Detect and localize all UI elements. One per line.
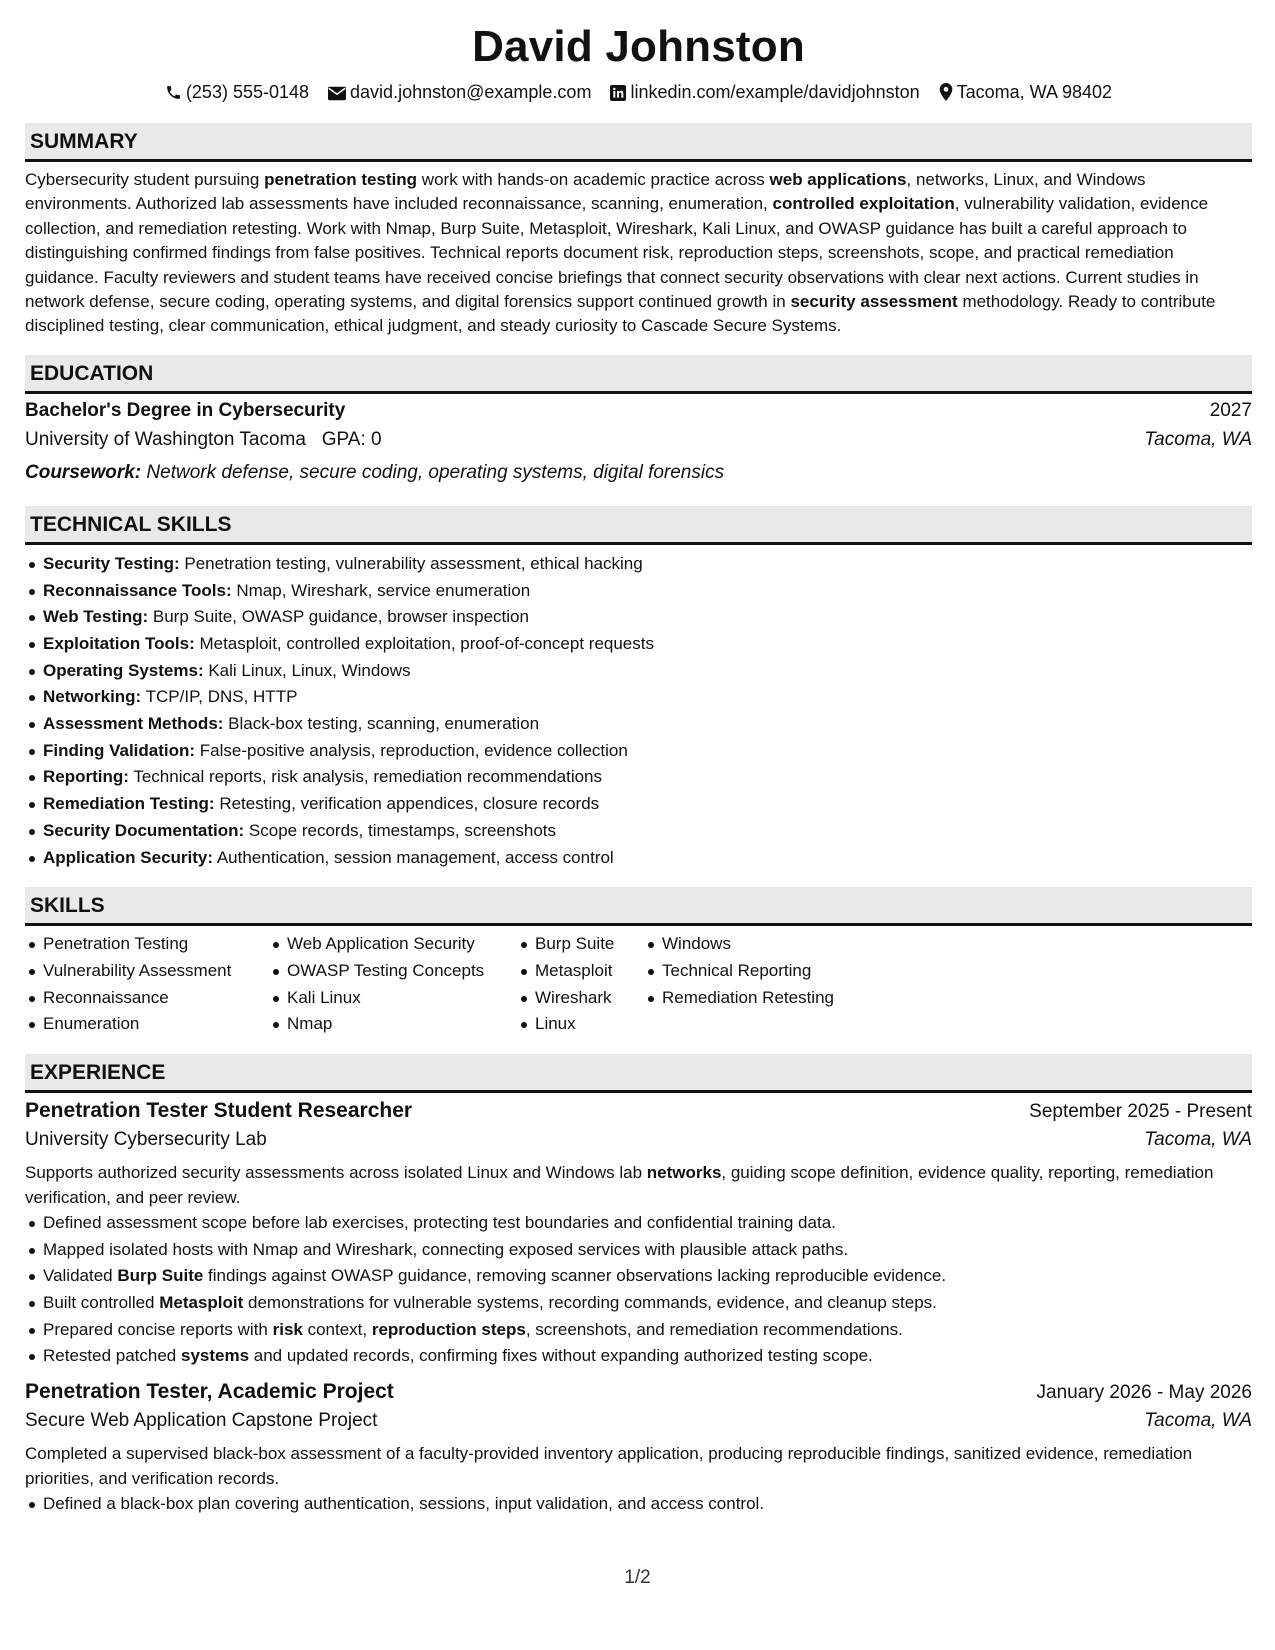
section-heading-summary: SUMMARY bbox=[25, 123, 1252, 162]
phone-icon bbox=[165, 84, 182, 101]
page-number: 1/2 bbox=[624, 1567, 651, 1588]
technical-skill-label: Remediation Testing: bbox=[43, 794, 215, 814]
education-degree-row bbox=[25, 400, 1252, 429]
technical-skill-item bbox=[43, 551, 1252, 578]
education-school-row bbox=[25, 429, 1252, 458]
skill-item: Enumeration bbox=[43, 1011, 269, 1038]
job-bullet-text: Defined assessment scope before lab exercises, protecting test boundaries and confidential training data. bbox=[43, 1212, 836, 1232]
resume-page bbox=[25, 22, 1252, 1518]
job-org-row bbox=[25, 1129, 1252, 1159]
job-bullet-text: and updated records, confirming fixes without expanding authorized testing scope. bbox=[249, 1346, 873, 1366]
job-bullet bbox=[43, 1263, 1252, 1290]
technical-skill-item bbox=[43, 578, 1252, 605]
skills-column bbox=[269, 931, 517, 1038]
technical-skill-label: Finding Validation: bbox=[43, 740, 196, 760]
technical-skill-value: Nmap, Wireshark, service enumeration bbox=[231, 580, 531, 600]
section-heading-experience: EXPERIENCE bbox=[25, 1054, 1252, 1093]
job-bullet-text: Built controlled bbox=[43, 1293, 160, 1313]
summary-bold: security assessment bbox=[790, 292, 958, 312]
contact-line bbox=[25, 81, 1252, 103]
job-bullet-text: Retested patched bbox=[43, 1346, 181, 1366]
technical-skill-item bbox=[43, 791, 1252, 818]
job-description-bold: networks bbox=[646, 1163, 722, 1183]
graduation-year: 2027 bbox=[1209, 399, 1252, 421]
technical-skill-label: Application Security: bbox=[43, 847, 214, 867]
skill-item: Remediation Retesting bbox=[662, 985, 884, 1012]
job-bullet-text: Mapped isolated hosts with Nmap and Wireshark, connecting exposed services with plausible attack paths. bbox=[43, 1239, 849, 1259]
linkedin-icon bbox=[610, 85, 626, 101]
school-location: Tacoma, WA bbox=[1144, 428, 1252, 450]
experience-entry bbox=[25, 1380, 1252, 1518]
experience-list bbox=[25, 1099, 1252, 1518]
technical-skill-value: Technical reports, risk analysis, remediation recommendations bbox=[128, 767, 602, 787]
job-bullet-bold: reproduction steps bbox=[371, 1319, 526, 1339]
technical-skill-item bbox=[43, 684, 1252, 711]
technical-skill-value: Authentication, session management, access control bbox=[213, 847, 614, 867]
candidate-name: David Johnston bbox=[472, 22, 805, 71]
technical-skill-item bbox=[43, 604, 1252, 631]
technical-skill-value: Penetration testing, vulnerability assessment, ethical hacking bbox=[179, 553, 643, 573]
skill-item: Technical Reporting bbox=[662, 958, 884, 985]
contact-location bbox=[939, 81, 1112, 103]
skill-item: Metasploit bbox=[535, 958, 644, 985]
skill-item: OWASP Testing Concepts bbox=[287, 958, 517, 985]
job-bullet-bold: risk bbox=[272, 1319, 303, 1339]
degree-title: Bachelor's Degree in Cybersecurity bbox=[25, 399, 346, 421]
job-bullet bbox=[43, 1317, 1252, 1344]
technical-skill-item bbox=[43, 711, 1252, 738]
skill-item: Web Application Security bbox=[287, 931, 517, 958]
summary-bold: web applications bbox=[769, 170, 907, 189]
summary-text: Cybersecurity student pursuing bbox=[25, 170, 265, 189]
job-header-row bbox=[25, 1099, 1252, 1129]
job-description bbox=[25, 1161, 1252, 1210]
technical-skill-label: Web Testing: bbox=[43, 607, 149, 627]
technical-skill-item bbox=[43, 845, 1252, 872]
gpa: GPA: 0 bbox=[321, 428, 382, 450]
skill-item: Nmap bbox=[287, 1011, 517, 1038]
job-dates: January 2026 - May 2026 bbox=[1036, 1382, 1252, 1404]
job-bullet-text: Defined a black-box plan covering authentication, sessions, input validation, and access control. bbox=[43, 1493, 765, 1513]
email-text: david.johnston@example.com bbox=[350, 82, 592, 102]
skill-item: Wireshark bbox=[535, 985, 644, 1012]
technical-skill-label: Networking: bbox=[43, 687, 142, 707]
job-bullet-text: context, bbox=[302, 1319, 372, 1339]
technical-skill-value: Burp Suite, OWASP guidance, browser inspection bbox=[148, 607, 529, 627]
job-description-text: , guiding scope definition, evidence quality, reporting, remediation verification, and peer review. bbox=[25, 1163, 1214, 1207]
technical-skill-item bbox=[43, 764, 1252, 791]
location-text: Tacoma, WA 98402 bbox=[956, 82, 1113, 102]
summary-text: work with hands-on academic practice across bbox=[417, 170, 770, 189]
technical-skill-label: Security Testing: bbox=[43, 553, 180, 573]
coursework-line bbox=[25, 458, 1252, 488]
technical-skill-value: Retesting, verification appendices, closure records bbox=[214, 794, 600, 814]
summary-text: , networks, Linux, and Windows environments. Authorized lab assessments have included reconnaissance, scanning, enumeration, bbox=[25, 170, 1146, 214]
job-description-text: Completed a supervised black-box assessment of a faculty-provided inventory application, producing reproducible findings, sanitized evidence, remediation priorities, and verification records. bbox=[25, 1444, 1193, 1488]
technical-skills-list bbox=[25, 551, 1252, 871]
job-organization: Secure Web Application Capstone Project bbox=[25, 1410, 378, 1432]
job-title: Penetration Tester Student Researcher bbox=[25, 1099, 413, 1123]
technical-skill-value: TCP/IP, DNS, HTTP bbox=[141, 687, 298, 707]
job-location: Tacoma, WA bbox=[1144, 1410, 1252, 1432]
technical-skill-value: Scope records, timestamps, screenshots bbox=[244, 820, 556, 840]
skill-item: Linux bbox=[535, 1011, 644, 1038]
contact-linkedin[interactable] bbox=[610, 81, 919, 103]
summary-text bbox=[25, 168, 1252, 339]
job-description bbox=[25, 1442, 1252, 1491]
skill-item: Kali Linux bbox=[287, 985, 517, 1012]
linkedin-text: linkedin.com/example/davidjohnston bbox=[630, 82, 920, 102]
technical-skill-value: Kali Linux, Linux, Windows bbox=[203, 660, 411, 680]
job-bullets bbox=[25, 1210, 1252, 1370]
section-heading-education: EDUCATION bbox=[25, 355, 1252, 394]
technical-skill-label: Assessment Methods: bbox=[43, 714, 224, 734]
skill-item: Vulnerability Assessment bbox=[43, 958, 269, 985]
school-name: University of Washington Tacoma bbox=[25, 428, 306, 450]
job-bullet bbox=[43, 1491, 1252, 1518]
skill-item: Windows bbox=[662, 931, 884, 958]
job-description-text: Supports authorized security assessments across isolated Linux and Windows lab bbox=[25, 1163, 647, 1183]
job-bullet bbox=[43, 1210, 1252, 1237]
job-bullet-bold: Metasploit bbox=[159, 1293, 244, 1313]
job-organization: University Cybersecurity Lab bbox=[25, 1129, 267, 1151]
job-bullet-text: demonstrations for vulnerable systems, recording commands, evidence, and cleanup steps. bbox=[243, 1293, 937, 1313]
technical-skill-item bbox=[43, 818, 1252, 845]
summary-text: , vulnerability validation, evidence collection, and remediation retesting. Work with Nmap, Burp Suite, Metasploit, Wireshark, Kali Linux, and OWASP guidance has built a careful approach to distinguishing confirmed findings from false positives. Technical reports document risk, reproduction steps, screenshots, scope, and practical remediation guidance. Faculty reviewers and student teams have received concise briefings that connect security observations with clear next actions. Current studies in network defense, secure coding, operating systems, and digital forensics support continued growth in bbox=[25, 194, 1209, 312]
summary-bold: controlled exploitation bbox=[772, 194, 955, 214]
contact-phone bbox=[165, 81, 309, 103]
technical-skill-value: Metasploit, controlled exploitation, proof-of-concept requests bbox=[194, 633, 654, 653]
technical-skill-label: Reconnaissance Tools: bbox=[43, 580, 232, 600]
job-dates: September 2025 - Present bbox=[1029, 1101, 1252, 1123]
skill-item: Burp Suite bbox=[535, 931, 644, 958]
technical-skill-label: Exploitation Tools: bbox=[43, 633, 195, 653]
job-bullet bbox=[43, 1343, 1252, 1370]
contact-email[interactable] bbox=[328, 81, 591, 103]
job-location: Tacoma, WA bbox=[1144, 1129, 1252, 1151]
technical-skill-label: Security Documentation: bbox=[43, 820, 245, 840]
skills-column bbox=[25, 931, 269, 1038]
phone-text: (253) 555-0148 bbox=[185, 82, 310, 102]
job-bullet-bold: Burp Suite bbox=[117, 1266, 204, 1286]
summary-bold: penetration testing bbox=[264, 170, 418, 189]
envelope-icon bbox=[328, 86, 346, 101]
technical-skill-item bbox=[43, 658, 1252, 685]
section-heading-skills: SKILLS bbox=[25, 887, 1252, 926]
coursework-label: Coursework: bbox=[25, 461, 142, 483]
job-org-row bbox=[25, 1410, 1252, 1440]
technical-skill-value: False-positive analysis, reproduction, evidence collection bbox=[195, 740, 628, 760]
job-bullet bbox=[43, 1237, 1252, 1264]
job-header-row bbox=[25, 1380, 1252, 1410]
school-info bbox=[25, 429, 382, 451]
job-bullet-text: , screenshots, and remediation recommendations. bbox=[525, 1319, 903, 1339]
section-heading-technical-skills: TECHNICAL SKILLS bbox=[25, 506, 1252, 545]
summary-text: methodology. Ready to contribute disciplined testing, clear communication, ethical judgment, and steady curiosity to Cascade Secure Systems. bbox=[25, 292, 1216, 336]
skills-column bbox=[517, 931, 644, 1038]
map-pin-icon bbox=[939, 83, 953, 101]
technical-skill-value: Black-box testing, scanning, enumeration bbox=[223, 714, 540, 734]
job-bullet-text: Prepared concise reports with bbox=[43, 1319, 273, 1339]
job-title: Penetration Tester, Academic Project bbox=[25, 1380, 394, 1404]
job-bullet-text: Validated bbox=[43, 1266, 118, 1286]
skill-item: Reconnaissance bbox=[43, 985, 269, 1012]
experience-entry bbox=[25, 1099, 1252, 1370]
technical-skill-label: Operating Systems: bbox=[43, 660, 204, 680]
skills-columns bbox=[25, 931, 1252, 1038]
job-bullet-bold: systems bbox=[180, 1346, 250, 1366]
skill-item: Penetration Testing bbox=[43, 931, 269, 958]
technical-skill-item bbox=[43, 738, 1252, 765]
technical-skill-item bbox=[43, 631, 1252, 658]
job-bullet-text: findings against OWASP guidance, removing scanner observations lacking reproducible evidence. bbox=[203, 1266, 947, 1286]
job-bullet bbox=[43, 1290, 1252, 1317]
coursework-text: Network defense, secure coding, operating systems, digital forensics bbox=[146, 461, 725, 483]
job-bullets bbox=[25, 1491, 1252, 1518]
skills-column bbox=[644, 931, 884, 1038]
technical-skill-label: Reporting: bbox=[43, 767, 129, 787]
